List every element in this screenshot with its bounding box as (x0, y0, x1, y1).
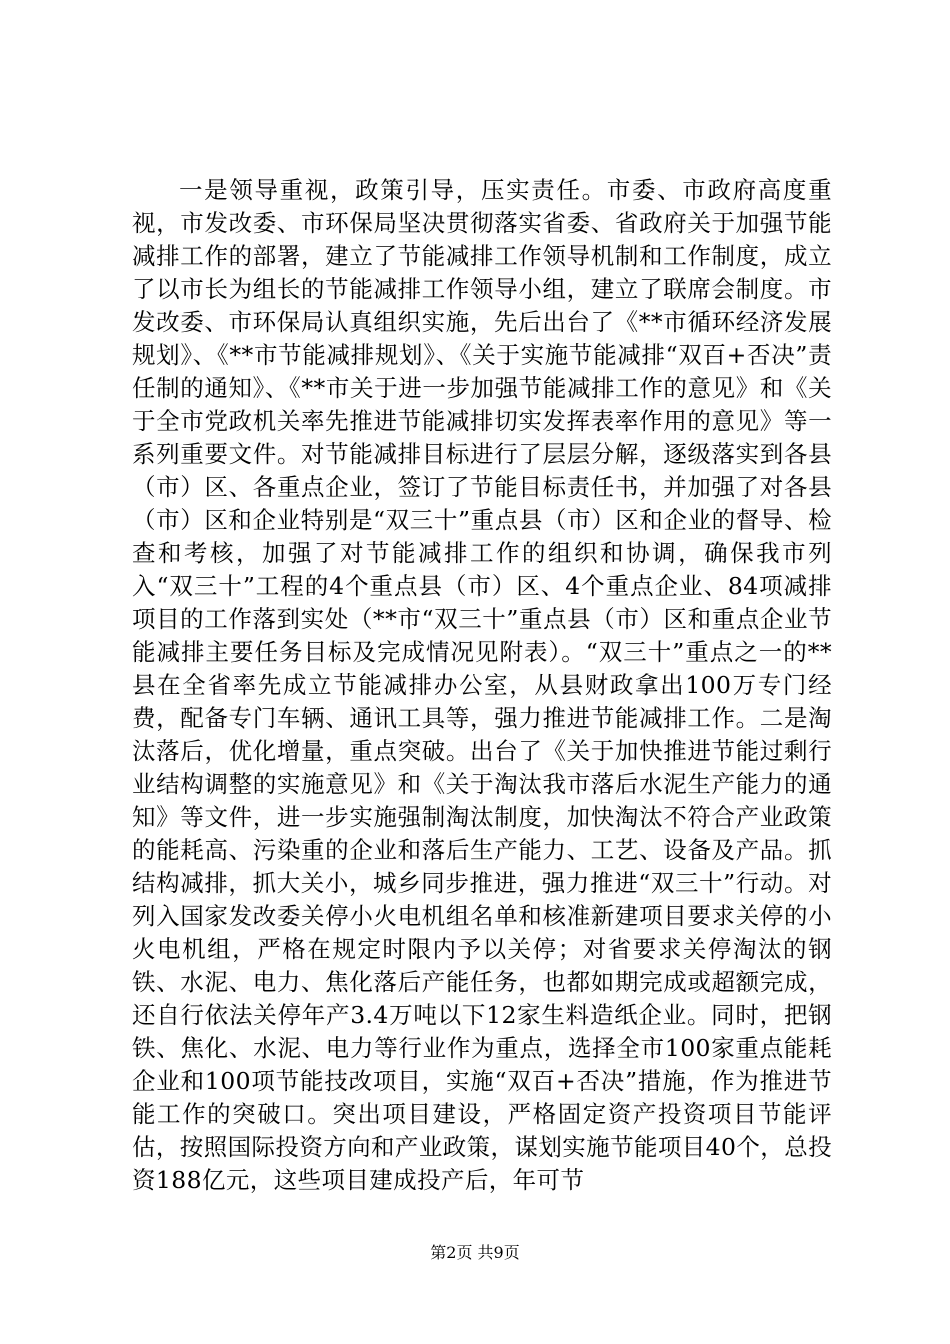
body-paragraph: 一是领导重视，政策引导，压实责任。市委、市政府高度重视，市发改委、市环保局坚决贯彻落实省委、省政府关于加强节能减排工作的部署，建立了节能减排工作领导机制和工作制度，成立了以市长为组长的节能减排工作领导小组，建立了联席会制度。市发改委、市环保局认真组织实施，先后出台了《**市循环经济发展规划》、《**市节能减排规划》、《关于实施节能减排“双百+否决”责任制的通知》、《**市关于进一步加强节能减排工作的意见》和《关于全市党政机关率先推进节能减排切实发挥表率作用的意见》等一系列重要文件。对节能减排目标进行了层层分解，逐级落实到各县（市）区、各重点企业，签订了节能目标责任书，并加强了对各县（市）区和企业特别是“双三十”重点县（市）区和企业的督导、检查和考核，加强了对节能减排工作的组织和协调，确保我市列入“双三十”工程的4个重点县（市）区、4个重点企业、84项减排项目的工作落到实处（**市“双三十”重点县（市）区和重点企业节能减排主要任务目标及完成情况见附表）。“双三十”重点之一的**县在全省率先成立节能减排办公室，从县财政拿出100万专门经费，配备专门车辆、通讯工具等，强力推进节能减排工作。二是淘汰落后，优化增量，重点突破。出台了《关于加快推进节能过剩行业结构调整的实施意见》和《关于淘汰我市落后水泥生产能力的通知》等文件，进一步实施强制淘汰制度，加快淘汰不符合产业政策的能耗高、污染重的企业和落后生产能力、工艺、设备及产品。抓结构减排，抓大关小，城乡同步推进，强力推进“双三十”行动。对列入国家发改委关停小火电机组名单和核准新建项目要求关停的小火电机组，严格在规定时限内予以关停；对省要求关停淘汰的钢铁、水泥、电力、焦化落后产能任务，也都如期完成或超额完成，还自行依法关停年产3.4万吨以下12家生料造纸企业。同时，把钢铁、焦化、水泥、电力等行业作为重点，选择全市100家重点能耗企业和100项节能技改项目，实施“双百+否决”措施，作为推进节能工作的突破口。突出项目建设，严格固定资产投资项目节能评估，按照国际投资方向和产业政策，谋划实施节能项目40个，总投资188亿元，这些项目建成投产后，年可节 (132, 176, 832, 1194)
page-footer: 第2页 共9页 (430, 1243, 520, 1262)
